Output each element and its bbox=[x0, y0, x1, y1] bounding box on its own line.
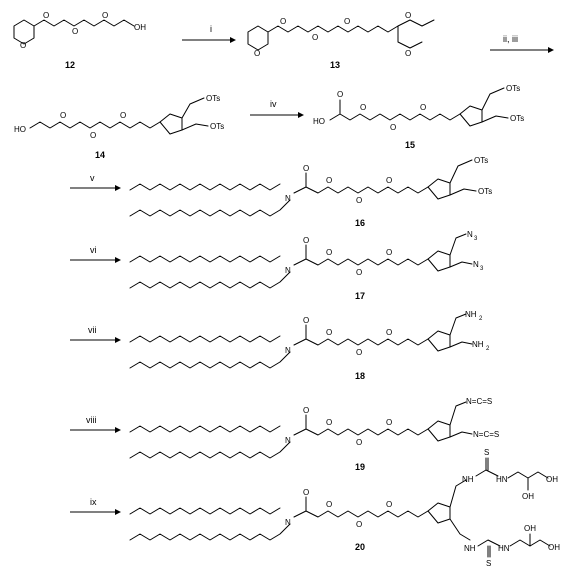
hydroxyl-label: OH bbox=[134, 23, 146, 32]
azide-label: N bbox=[467, 230, 473, 239]
tosylate-label: OTs bbox=[210, 122, 225, 131]
step-label-i: i bbox=[210, 24, 212, 34]
amide-n-label: N bbox=[285, 518, 291, 527]
compound-17-structure bbox=[130, 230, 484, 288]
amine-label: NH bbox=[465, 310, 477, 319]
ring-oxygen-label: O bbox=[20, 41, 27, 50]
compound-20-structure bbox=[130, 448, 560, 568]
step-label-vii: vii bbox=[88, 325, 97, 335]
carbonyl-o-label: O bbox=[303, 406, 310, 415]
carbonyl-o-label: O bbox=[303, 316, 310, 325]
reaction-arrow-vii bbox=[70, 337, 121, 343]
compound-19-label: 19 bbox=[355, 462, 366, 472]
step-label-vi: vi bbox=[90, 245, 97, 255]
compound-16-structure bbox=[130, 156, 492, 216]
reaction-arrow-v bbox=[70, 185, 121, 191]
tosylate-label: OTs bbox=[478, 187, 493, 196]
compound-15-structure bbox=[313, 84, 524, 132]
reaction-arrow-vi bbox=[70, 257, 121, 263]
ether-o-label: O bbox=[356, 348, 363, 357]
ether-o-label: O bbox=[386, 176, 393, 185]
reaction-arrow-viii bbox=[70, 427, 121, 433]
hydroxyl-label: HO bbox=[313, 117, 325, 126]
ether-o-label: O bbox=[326, 328, 333, 337]
hydroxyl-label: OH bbox=[524, 524, 536, 533]
reaction-arrow-iv bbox=[250, 112, 304, 118]
ether-o-label: O bbox=[72, 27, 79, 36]
compound-12-label: 12 bbox=[65, 60, 76, 70]
step-label-viii: viii bbox=[86, 415, 97, 425]
compound-14-label: 14 bbox=[95, 150, 106, 160]
carbonyl-o-label: O bbox=[303, 488, 310, 497]
amine-label: NH bbox=[472, 340, 484, 349]
compound-13-label: 13 bbox=[330, 60, 341, 70]
hydroxyl-label: OH bbox=[522, 492, 534, 501]
ether-o-label: O bbox=[386, 248, 393, 257]
ether-o-label: O bbox=[312, 33, 319, 42]
step-label-iv: iv bbox=[270, 99, 277, 109]
compound-12-structure bbox=[14, 11, 146, 50]
ether-o-label: O bbox=[43, 11, 50, 20]
compound-15-label: 15 bbox=[405, 140, 416, 150]
carbonyl-o-label: O bbox=[303, 164, 310, 173]
compound-13-structure bbox=[248, 11, 434, 58]
ether-o-label: O bbox=[326, 176, 333, 185]
ether-o-label: O bbox=[102, 11, 109, 20]
ether-o-label: O bbox=[420, 103, 427, 112]
compound-14-structure bbox=[14, 94, 224, 140]
ether-o-label: O bbox=[344, 17, 351, 26]
tosylate-label: OTs bbox=[474, 156, 489, 165]
compound-18-structure bbox=[130, 310, 490, 368]
tosylate-label: OTs bbox=[510, 114, 525, 123]
ether-o-label: O bbox=[356, 268, 363, 277]
hydroxyl-label: HO bbox=[14, 125, 26, 134]
compound-17-label: 17 bbox=[355, 291, 366, 301]
ether-o-label: O bbox=[356, 438, 363, 447]
ether-o-label: O bbox=[60, 111, 67, 120]
ether-o-label: O bbox=[326, 248, 333, 257]
azide-subscript: 3 bbox=[474, 236, 478, 242]
step-label-v: v bbox=[90, 173, 95, 183]
azide-label: N bbox=[473, 260, 479, 269]
ether-o-label: O bbox=[326, 418, 333, 427]
compound-16-label: 16 bbox=[355, 218, 366, 228]
ether-o-label: O bbox=[386, 500, 393, 509]
amine-subscript: 2 bbox=[486, 346, 490, 352]
carbonyl-o-label: O bbox=[337, 90, 344, 99]
amide-n-label: N bbox=[285, 346, 291, 355]
ether-o-label: O bbox=[386, 418, 393, 427]
hydroxyl-label: OH bbox=[548, 543, 560, 552]
thiourea-hn-label: HN bbox=[498, 544, 510, 553]
thione-s-label: S bbox=[486, 559, 492, 568]
isothiocyanate-label: N=C=S bbox=[466, 397, 493, 406]
ether-o-label: O bbox=[386, 328, 393, 337]
amide-n-label: N bbox=[285, 266, 291, 275]
azide-subscript: 3 bbox=[480, 266, 484, 272]
ring-oxygen-label: O bbox=[254, 49, 261, 58]
thiourea-nh-label: NH bbox=[462, 475, 474, 484]
isothiocyanate-label: N=C=S bbox=[473, 430, 500, 439]
ether-o-label: O bbox=[360, 103, 367, 112]
amine-subscript: 2 bbox=[479, 316, 483, 322]
tosylate-label: OTs bbox=[206, 94, 221, 103]
amide-n-label: N bbox=[285, 436, 291, 445]
tosylate-label: OTs bbox=[506, 84, 521, 93]
amide-n-label: N bbox=[285, 194, 291, 203]
ether-o-label: O bbox=[390, 123, 397, 132]
ether-o-label: O bbox=[356, 196, 363, 205]
thiourea-hn-label: HN bbox=[496, 475, 508, 484]
hydroxyl-label: OH bbox=[546, 475, 558, 484]
ether-o-label: O bbox=[356, 520, 363, 529]
thione-s-label: S bbox=[484, 448, 490, 457]
ether-o-label: O bbox=[280, 17, 287, 26]
step-label-ii-iii: ii, iii bbox=[503, 34, 518, 44]
thiourea-nh-label: NH bbox=[464, 544, 476, 553]
ether-o-label: O bbox=[405, 11, 412, 20]
compound-19-structure bbox=[130, 397, 499, 458]
reaction-arrow-ix bbox=[70, 509, 121, 515]
compound-18-label: 18 bbox=[355, 371, 366, 381]
compound-20-label: 20 bbox=[355, 542, 366, 552]
reaction-arrow-i bbox=[182, 37, 236, 43]
step-label-ix: ix bbox=[90, 497, 97, 507]
ether-o-label: O bbox=[405, 49, 412, 58]
carbonyl-o-label: O bbox=[303, 236, 310, 245]
ether-o-label: O bbox=[326, 500, 333, 509]
ether-o-label: O bbox=[120, 111, 127, 120]
reaction-arrow-ii-iii bbox=[490, 47, 554, 53]
ether-o-label: O bbox=[90, 131, 97, 140]
